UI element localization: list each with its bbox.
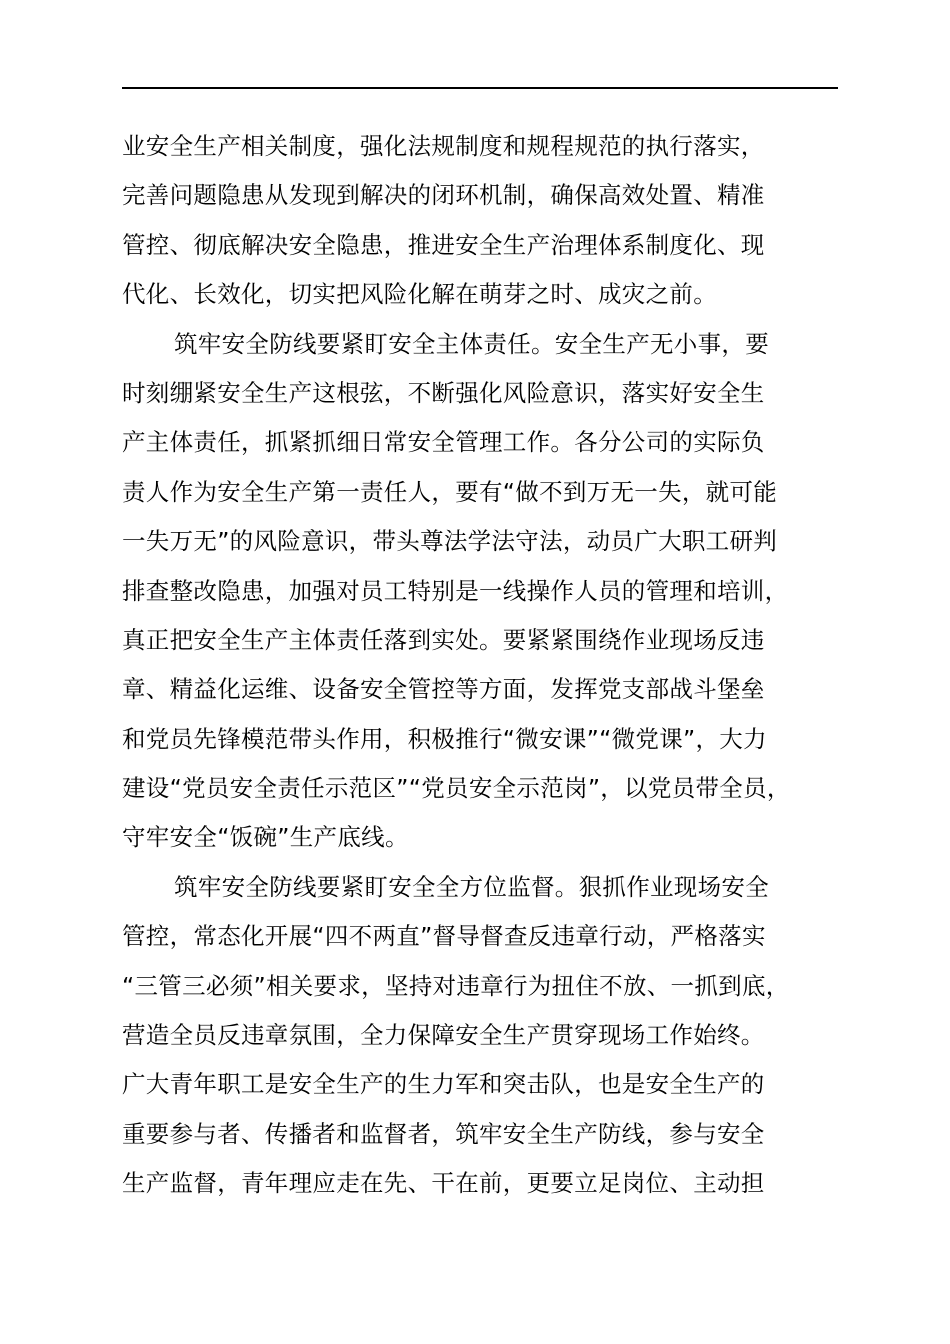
paragraph-first-line: 筑牢安全防线要紧盯安全全方位监督。狠抓作业现场安全 xyxy=(174,872,769,901)
text-line: 时刻绷紧安全生产这根弦，不断强化风险意识，落实好安全生 xyxy=(122,378,765,407)
text-line: 真正把安全生产主体责任落到实处。要紧紧围绕作业现场反违 xyxy=(122,625,765,654)
text-line: 广大青年职工是安全生产的生力军和突击队，也是安全生产的 xyxy=(122,1070,765,1099)
text-line: 营造全员反违章氛围，全力保障安全生产贯穿现场工作始终。 xyxy=(122,1021,765,1050)
document-body xyxy=(122,122,882,1209)
text-line: “三管三必须”相关要求，坚持对违章行为扭住不放、一抓到底， xyxy=(122,971,790,1000)
text-line: 建设“党员安全责任示范区”“党员安全示范岗”，以党员带全员， xyxy=(122,774,791,803)
text-line: 管控、彻底解决安全隐患，推进安全生产治理体系制度化、现 xyxy=(122,230,765,259)
text-line: 一失万无”的风险意识，带头尊法学法守法，动员广大职工研判 xyxy=(122,527,778,556)
text-line: 产主体责任，抓紧抓细日常安全管理工作。各分公司的实际负 xyxy=(122,428,765,457)
text-line: 排查整改隐患，加强对员工特别是一线操作人员的管理和培训， xyxy=(122,576,789,605)
text-line: 代化、长效化，切实把风险化解在萌芽之时、成灾之前。 xyxy=(122,280,717,309)
header-rule xyxy=(122,87,838,89)
text-line: 章、精益化运维、设备安全管控等方面，发挥党支部战斗堡垒 xyxy=(122,675,765,704)
text-line: 守牢安全“饭碗”生产底线。 xyxy=(122,823,409,852)
text-line: 业安全生产相关制度，强化法规制度和规程规范的执行落实， xyxy=(122,132,765,160)
text-line: 生产监督，青年理应走在先、干在前，更要立足岗位、主动担 xyxy=(122,1169,765,1198)
text-line: 责人作为安全生产第一责任人，要有“做不到万无一失，就可能 xyxy=(122,477,778,506)
paragraph-first-line: 筑牢安全防线要紧盯安全主体责任。安全生产无小事，要 xyxy=(174,329,769,358)
text-line: 管控，常态化开展“四不两直”督导督查反违章行动，严格落实 xyxy=(122,922,766,951)
text-line: 和党员先锋模范带头作用，积极推行“微安课”“微党课”，大力 xyxy=(122,724,767,753)
text-line: 重要参与者、传播者和监督者，筑牢安全生产防线，参与安全 xyxy=(122,1119,765,1148)
text-line: 完善问题隐患从发现到解决的闭环机制，确保高效处置、精准 xyxy=(122,181,765,210)
